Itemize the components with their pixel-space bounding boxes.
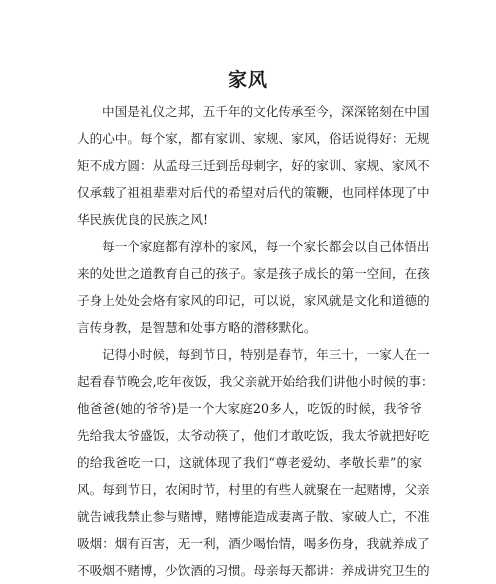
text-line: 仅承载了祖祖辈辈对后代的希望对后代的策鞭，也同样体现了中 bbox=[77, 185, 430, 200]
text-line: 中国是礼仪之邦，五千年的文化传承至今，深深铭刻在中国 bbox=[102, 104, 430, 119]
text-line: 华民族优良的民族之风! bbox=[77, 212, 208, 227]
text-line: 吸烟：烟有百害，无一利，酒少喝怡情，喝多伤身，我就养成了 bbox=[77, 536, 430, 551]
text-line: 先给我太爷盛饭，太爷动筷了，他们才敢吃饭，我太爷就把好吃 bbox=[77, 428, 430, 443]
text-line: 风。每到节日，农闲时节，村里的有些人就聚在一起赌博，父亲 bbox=[77, 482, 430, 497]
text-line: 言传身教，是智慧和处事方略的潜移默化。 bbox=[77, 320, 317, 335]
paragraph bbox=[77, 341, 434, 584]
text-line: 每一个家庭都有淳朴的家风，每一个家长都会以自己体悟出 bbox=[102, 239, 430, 254]
text-line: 人的心中。每个家，都有家训、家规、家风，俗话说得好：无规 bbox=[77, 131, 430, 146]
text-line: 来的处世之道教育自己的孩子。家是孩子成长的第一空间，在孩 bbox=[77, 266, 430, 281]
document-title: 家风 bbox=[227, 69, 268, 91]
text-line: 记得小时候，每到节日，特别是春节，年三十，一家人在一 bbox=[102, 347, 430, 362]
text-line: 矩不成方圆：从孟母三迁到岳母刺字，好的家训、家规、家风不 bbox=[77, 158, 430, 173]
text-line: 子身上处处会烙有家风的印记，可以说，家风就是文化和道德的 bbox=[77, 293, 430, 308]
text-line: 他爸爸(她的爷爷)是一个大家庭20多人，吃饭的时候，我爷爷 bbox=[77, 401, 422, 416]
text-line: 不吸烟不赌博，少饮酒的习惯。母亲每天都讲：养成讲究卫生的 bbox=[77, 563, 430, 578]
text-line: 的给我爸吃一口，这就体现了我们“尊老爱幼、孝敬长辈”的家 bbox=[77, 455, 422, 470]
document-body bbox=[77, 98, 434, 584]
paragraph bbox=[77, 98, 430, 233]
text-line: 就告诫我禁止参与赌博，赌博能造成妻离子散、家破人亡，不准 bbox=[77, 509, 430, 524]
paragraph bbox=[77, 233, 430, 341]
text-line: 起看春节晚会,吃年夜饭，我父亲就开始给我们讲他小时候的事： bbox=[77, 374, 434, 389]
